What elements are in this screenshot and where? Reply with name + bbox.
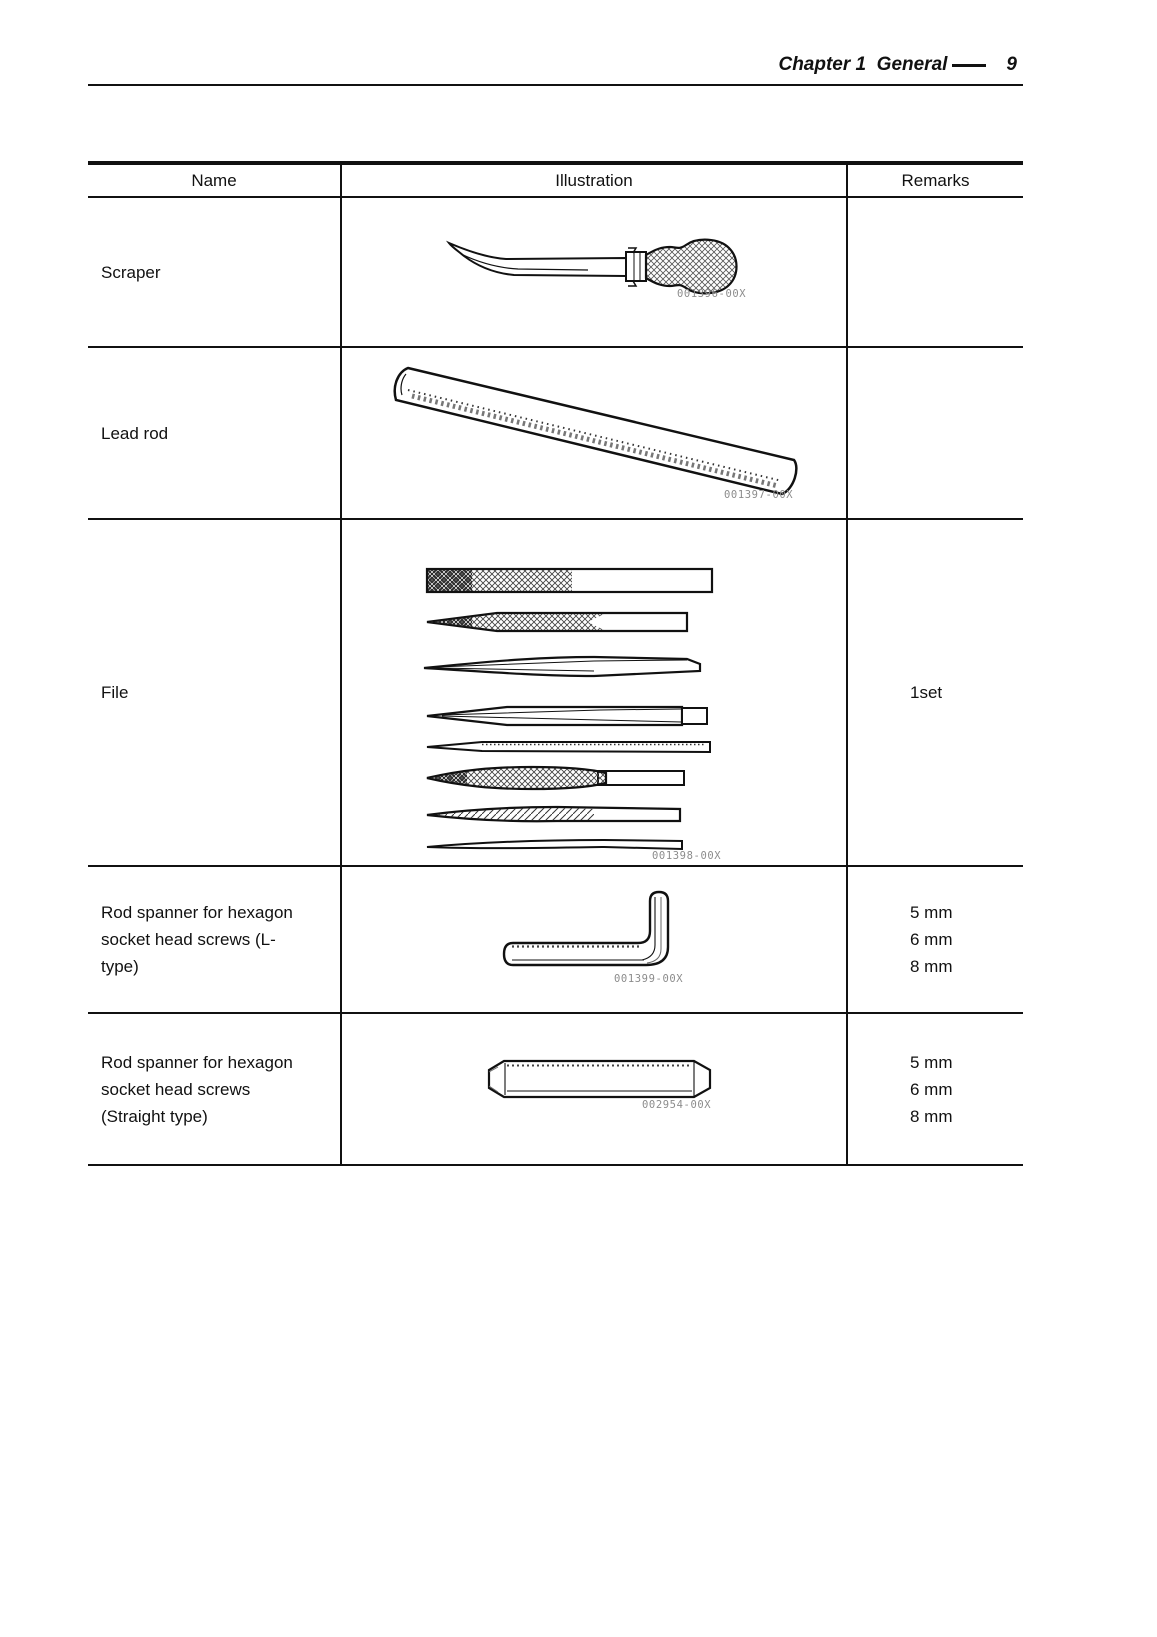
illustration-cell [340,198,848,346]
scraper-illustration [342,198,850,346]
remark-line: 5 mm [910,903,953,922]
column-header-illustration: Illustration [340,165,848,196]
remarks-cell [848,520,1023,865]
chapter-title: Chapter 1 General [778,54,948,75]
tool-name: Rod spanner for hexagon socket head screws (L-type) [101,903,293,976]
header-rule [88,84,1023,86]
tool-name: Rod spanner for hexagon socket head screws (Straight type) [101,1052,293,1126]
remarks-cell [848,198,1023,346]
page-header [88,50,1023,86]
file-set-illustration [342,520,850,865]
illustration-cell [340,348,848,518]
column-header-remarks: Remarks [901,170,970,190]
illustration-cell [340,1014,848,1164]
figure-code: 001399-00X [614,973,684,985]
tool-name: Lead rod [101,423,169,443]
tool-name: File [101,683,129,702]
table-row-rod-spanner-l-type [88,865,1023,1012]
table-row-rod-spanner-straight-type [88,1012,1023,1164]
remark-line: 5 mm [910,1052,953,1072]
dash-rule [952,64,986,67]
page-number: 9 [1006,54,1017,75]
chapter-heading [88,50,1023,80]
illustration-cell [340,867,848,1012]
remark-line: 6 mm [910,1079,953,1099]
remarks-cell [848,1014,1023,1164]
remark-line: 8 mm [910,957,953,976]
remarks-cell [848,867,1023,1012]
tool-name: Scraper [101,262,161,282]
tool-table [88,161,1023,1166]
column-header-name: Name [191,170,237,190]
illustration-cell [340,520,848,865]
figure-code: 001397-00X [724,489,794,501]
hex-rod-straight-illustration [342,1014,850,1164]
table-row-scraper [88,196,1023,346]
hex-key-l-illustration [342,867,850,1012]
figure-code: 002954-00X [642,1099,712,1111]
remark-line: 1set [910,683,943,702]
remark-line: 8 mm [910,1106,953,1126]
table-row-lead-rod [88,346,1023,518]
table-row-file [88,518,1023,865]
figure-code: 001398-00X [652,850,722,862]
figure-code: 001396-00X [677,288,747,300]
remark-line: 6 mm [910,930,953,949]
remarks-cell [848,348,1023,518]
table-header-row [88,165,1023,196]
